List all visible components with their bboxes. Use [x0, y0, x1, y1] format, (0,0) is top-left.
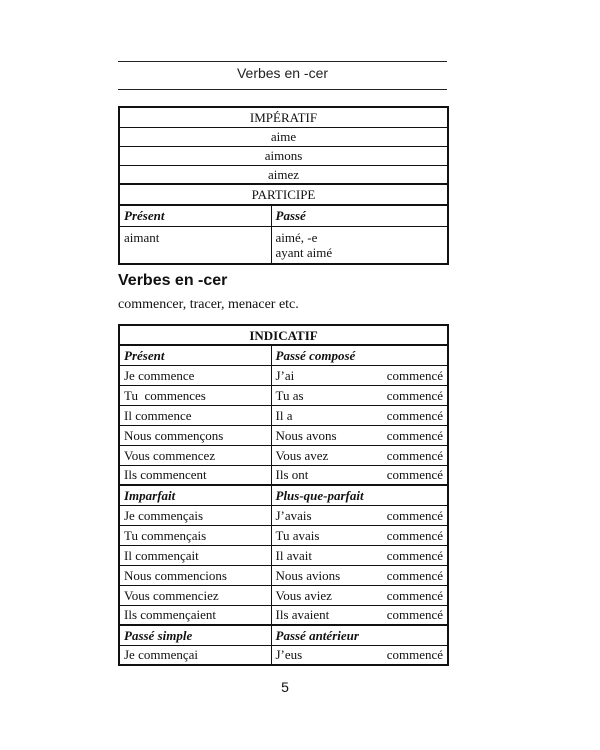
present-label: Présent [119, 205, 271, 226]
compound-cell [271, 645, 448, 665]
compound-cell [271, 565, 448, 585]
conjugation-cell: Je commence [119, 365, 271, 385]
participle: commencé [386, 587, 444, 603]
compound-cell [271, 365, 448, 385]
compound-cell [271, 425, 448, 445]
auxiliary: Il avait [275, 547, 312, 563]
present-participle: aimant [119, 226, 271, 264]
conjugation-cell: Vous commenciez [119, 585, 271, 605]
conjugation-cell: Tu commences [119, 385, 271, 405]
compound-cell [271, 445, 448, 465]
compound-cell [271, 505, 448, 525]
imperatif-row: aime [119, 127, 448, 146]
past-participle: aimé, -e [275, 229, 318, 245]
conjugation-cell: Nous commençons [119, 425, 271, 445]
past-participle-compound: ayant aimé [275, 244, 333, 260]
compound-cell [271, 605, 448, 625]
auxiliary: Ils ont [275, 467, 309, 483]
conjugation-cell: Tu commençais [119, 525, 271, 545]
header-rule-top [118, 61, 447, 62]
auxiliary: J’ai [275, 367, 295, 383]
tense-header: Passé simple [119, 625, 271, 645]
past-participle-cell [271, 226, 448, 264]
imperatif-row: aimons [119, 146, 448, 165]
indicatif-table [118, 324, 449, 666]
imperatif-title: IMPÉRATIF [119, 107, 448, 127]
compound-cell [271, 585, 448, 605]
participle: commencé [386, 507, 444, 523]
participle: commencé [386, 467, 444, 483]
imperatif-participe-table [118, 106, 449, 265]
participle: commencé [386, 427, 444, 443]
conjugation-cell: Il commence [119, 405, 271, 425]
participle: commencé [386, 607, 444, 623]
participle: commencé [386, 647, 444, 663]
tense-header: Imparfait [119, 485, 271, 505]
auxiliary: Nous avons [275, 427, 337, 443]
auxiliary: J’eus [275, 647, 303, 663]
header-rule-bottom [118, 89, 447, 90]
compound-cell [271, 545, 448, 565]
participle: commencé [386, 447, 444, 463]
tense-header: Passé composé [271, 345, 448, 365]
auxiliary: Ils avaient [275, 607, 330, 623]
participle: commencé [386, 547, 444, 563]
running-header: Verbes en -cer [236, 65, 329, 81]
conjugation-cell: Ils commencent [119, 465, 271, 485]
auxiliary: Tu as [275, 387, 304, 403]
conjugation-cell: Je commençai [119, 645, 271, 665]
conjugation-cell: Je commençais [119, 505, 271, 525]
section-heading: Verbes en -cer [118, 272, 228, 289]
auxiliary: Vous aviez [275, 587, 332, 603]
compound-cell [271, 385, 448, 405]
auxiliary: J’avais [275, 507, 312, 523]
compound-cell [271, 465, 448, 485]
imperatif-row: aimez [119, 165, 448, 184]
tense-header: Présent [119, 345, 271, 365]
participle: commencé [386, 567, 444, 583]
page-number: 5 [281, 679, 289, 695]
tense-header: Plus-que-parfait [271, 485, 448, 505]
conjugation-cell: Vous commencez [119, 445, 271, 465]
auxiliary: Vous avez [275, 447, 329, 463]
auxiliary: Il a [275, 407, 293, 423]
auxiliary: Nous avions [275, 567, 341, 583]
tense-header: Passé antérieur [271, 625, 448, 645]
passe-label: Passé [271, 205, 448, 226]
conjugation-cell: Il commençait [119, 545, 271, 565]
compound-cell [271, 405, 448, 425]
section-examples: commencer, tracer, menacer etc. [118, 297, 299, 312]
compound-cell [271, 525, 448, 545]
conjugation-cell: Ils commençaient [119, 605, 271, 625]
participle: commencé [386, 527, 444, 543]
participle: commencé [386, 407, 444, 423]
participle: commencé [386, 387, 444, 403]
indicatif-title: INDICATIF [119, 325, 448, 345]
participle: commencé [386, 367, 444, 383]
participe-title: PARTICIPE [119, 184, 448, 205]
auxiliary: Tu avais [275, 527, 320, 543]
conjugation-cell: Nous commencions [119, 565, 271, 585]
